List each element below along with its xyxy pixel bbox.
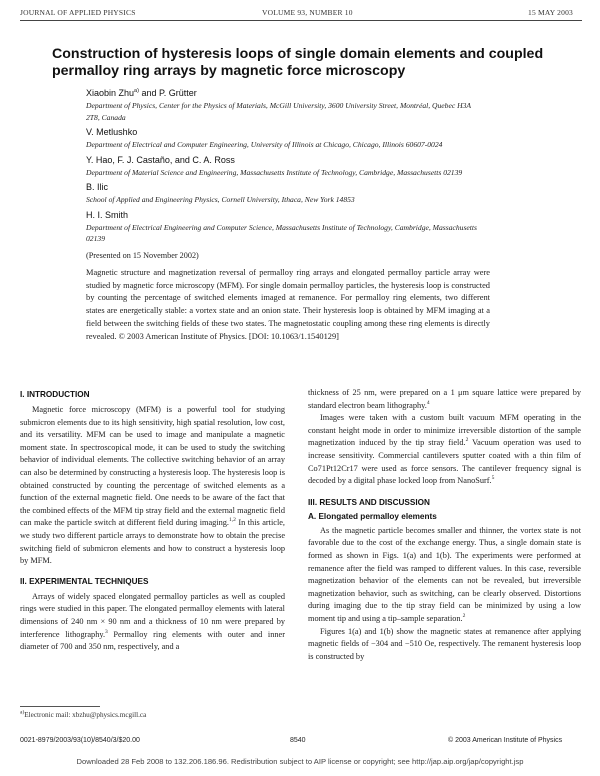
affiliation-1: Department of Physics, Center for the Physics of Materials, McGill University, 3600 University Street, Montréal, Quebec H3A 2T8, Canada (86, 101, 471, 122)
author-line-5: H. I. Smith (86, 209, 129, 220)
author-footnote-mark: a) (134, 88, 139, 94)
author-block (86, 88, 506, 260)
footnote-rule (20, 706, 100, 707)
volume-number: VOLUME 93, NUMBER 10 (262, 8, 353, 17)
right-paragraph-1: thickness of 25 nm, were prepared on a 1 μm square lattice were prepared by standard electron beam lithography.$^4$ (308, 388, 581, 410)
results-paragraph-1: As the magnetic particle becomes smaller and thinner, the vortex state is not favorable due to the cost of the exchange energy. Thus, a single domain state is formed as shown in Figs. 1(a) and 1(b). The experiments were performed at remanence after the field was ramped to different values. In this case, reversible magnetization behavior of the elements can not be revealed, but irreversible magnetization behavior, such as switching, can be clearly observed. Distortions during imaging due to the tip stray field can be minimized by using a low moment tip and using a tip–sample separation.$^2$ (308, 525, 581, 623)
affiliation-3: Department of Material Science and Engineering, Massachusetts Institute of Technology, Cambridge, Massachusetts 02139 (86, 167, 463, 177)
affiliation-5: Department of Electrical Engineering and Computer Science, Massachusetts Institute of Technology, Cambridge, Massachusetts 02139 (86, 222, 477, 243)
left-column (20, 390, 285, 654)
results-paragraph-2: Figures 1(a) and 1(b) show the magnetic states at remanence after applying magnetic fields of −304 and −510 Oe, respectively. The remanent hysteresis loop is constructed by (308, 626, 581, 661)
right-column (308, 387, 581, 663)
section-heading-results: III. RESULTS AND DISCUSSION (308, 497, 430, 507)
ref-2b[interactable]: 2 (462, 613, 466, 620)
footnote: $^{a)}$Electronic mail: xbzhu@physics.mcgill.ca (20, 709, 147, 719)
abstract-copyright: © 2003 American Institute of Physics. (118, 331, 247, 341)
abstract: Magnetic structure and magnetization reversal of permalloy ring arrays and elongated permalloy particle array were studied by magnetic force microscopy (MFM). For single domain permalloy particles, the hysteresis loop is constructed by counting the percentage of switched elements imaged at remanence. For permalloy ring elements, two different states are energetically stable: a vortex state and an onion state. Their hysteresis loop is obtained by MFM imaging at a field between the switching fields of these two states. The magnetostatic coupling among these ring elements is directly revealed. © 2003 American Institute of Physics. [DOI: 10.1063/1.1540129] (86, 268, 490, 341)
ref-2[interactable]: 2 (465, 437, 469, 444)
subsection-heading-elongated: A. Elongated permalloy elements (308, 511, 437, 521)
experimental-paragraph: Arrays of widely spaced elongated permalloy particles as well as coupled rings were studied in this paper. The elongated permalloy elements with lateral dimensions of 240 nm × 90 nm and a thickness of 10 nm were prepared by interference lithography.$^3$ Permalloy ring elements with outer and inner diameter of 700 and 350 nm, respectively, and a (20, 591, 285, 652)
author-line-1: Xiaobin Zhu$^{a)}$ and P. Grütter (86, 88, 197, 98)
download-notice: Downloaded 28 Feb 2008 to 132.206.186.96. Redistribution subject to AIP license or copyright; see http://jap.aip.org/jap/copyright.jsp (76, 757, 524, 766)
page-number: 8540 (290, 737, 306, 744)
author-line-4: B. Ilic (86, 182, 109, 192)
footer-copyright: © 2003 American Institute of Physics (448, 737, 563, 744)
doi[interactable]: [DOI: 10.1063/1.1540129] (248, 331, 339, 341)
issue-date: 15 MAY 2003 (528, 8, 573, 17)
ref-4[interactable]: 4 (426, 399, 430, 406)
received-date: (Presented on 15 November 2002) (86, 250, 199, 260)
footer-code: 0021-8979/2003/93(10)/8540/3/$20.00 (20, 737, 140, 744)
right-paragraph-2: Images were taken with a custom built vacuum MFM operating in the constant height mode in order to minimize irreversible distortion of the sample magnetization induced by the tip stray field.$^2$ Vacuum operation was used to increase sensitivity. Commercial cantilevers sputter coated with a thin film of Co71Pt12Cr17 were used as force sensors. The cantilever frequency signal is decoded by a digital phase locked loop from NanoSurf.$^5$ (308, 413, 581, 486)
section-heading-introduction: I. INTRODUCTION (20, 390, 90, 399)
journal-name: JOURNAL OF APPLIED PHYSICS (20, 8, 136, 17)
affiliation-2: Department of Electrical and Computer Engineering, University of Illinois at Chicago, Chicago, Illinois 60607-0024 (86, 140, 443, 149)
ref-3[interactable]: 3 (105, 628, 108, 635)
section-heading-experimental: II. EXPERIMENTAL TECHNIQUES (20, 576, 149, 586)
ref-5[interactable]: 5 (491, 475, 495, 482)
affiliation-4: School of Applied and Engineering Physics, Cornell University, Ithaca, New York 14853 (86, 195, 355, 204)
author-line-2: V. Metlushko (86, 127, 138, 137)
header-rule (20, 20, 582, 21)
paper-title: Construction of hysteresis loops of single domain elements and coupled permalloy ring arrays by magnetic force microscopy (52, 46, 544, 79)
author-line-3: Y. Hao, F. J. Castaño, and C. A. Ross (86, 154, 235, 165)
ref-1-2[interactable]: 1,2 (229, 517, 236, 524)
intro-paragraph: Magnetic force microscopy (MFM) is a powerful tool for studying submicron elements due to its high sensitivity, high spatial resolution, low cost, and its versatility. MFM can be used to image and manipulate a magnetic moment state. In spectroscopical mode, it can be used to study the switching behavior of individual elements. The collective switching behavior of an array can also be determined by constructing a hysteresis loop. The hysteresis loop is obtained constructed by counting the percentage of switched elements as a function of the external magnetic field. One needs to be aware of the fact that the combined effects of the MFM tip stray field and the external magnetic field can make the particle switch at different field during imaging.$^{1,2}$ In this article, we study two different particle arrays to demonstrate how to obtain the precise switching field of submicron elements and how to construct a hysteresis loop by MFM. (20, 405, 286, 566)
